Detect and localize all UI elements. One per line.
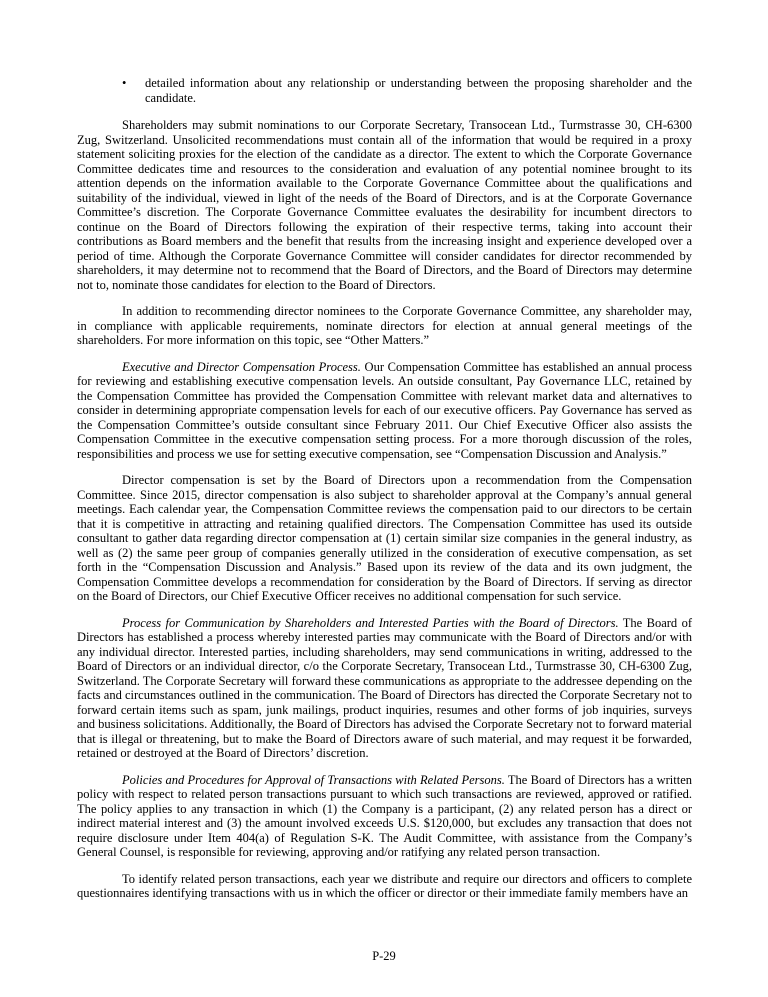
paragraph-text: Director compensation is set by the Board of Directors upon a recommendation from the Compensation Committee. Since 2015, director compensation is also subject to shareholder approval at the Company’s annual general meetings. Each calendar year, the Compensation Committee reviews the compensation paid to our directors to be certain that it is competitive in attracting and retaining qualified directors. The Compensation Committee has used its outside consultant to gather data regarding director compensation at (1) certain similar size companies in the general industry, as well as (2) the same peer group of companies generally utilized in the consideration of executive compensation, as set forth in the “Compensation Discussion and Analysis.” Based upon its review of the data and its own judgment, the Compensation Committee develops a recommendation for consideration by the Board of Directors. If serving as director on the Board of Directors, our Chief Executive Officer receives no additional compensation for such service. <box>77 473 692 603</box>
paragraph-text: The Board of Directors has a written policy with respect to related person transactions pursuant to which such transactions are reviewed, approved or ratified. The policy applies to any transaction in which (1) the Company is a participant, (2) any related person has a direct or indirect material interest and (3) the amount involved exceeds U.S. $120,000, but excludes any transaction that does not require disclosure under Item 404(a) of Regulation S-K. The Audit Committee, with assistance from the Company’s General Counsel, is responsible for reviewing, approving and/or ratifying any related person transaction. <box>77 772 692 859</box>
paragraph-lead-italic: Executive and Director Compensation Process. <box>122 359 361 374</box>
paragraph-shareholder-communication-process <box>77 616 692 761</box>
bullet-text: detailed information about any relationship or understanding between the proposing shareholder and the candidate. <box>145 76 692 105</box>
paragraph-shareholder-nominations <box>77 118 692 292</box>
paragraph-text: To identify related person transactions, each year we distribute and require our directors and officers to complete questionnaires identifying transactions with us in which the officer or director or their immediate family members have an <box>77 871 692 900</box>
paragraph-lead-italic: Process for Communication by Shareholders and Interested Parties with the Board of Directors. <box>122 615 619 630</box>
page-number: P-29 <box>372 949 396 963</box>
document-body <box>77 76 692 901</box>
paragraph-text: Our Compensation Committee has established an annual process for reviewing and establishing executive compensation levels. An outside consultant, Pay Governance LLC, retained by the Compensation Committee has provided the Compensation Committee with relevant market data and alternatives to consider in determining appropriate compensation levels for each of our executive officers. Pay Governance has served as the Compensation Committee’s outside consultant since February 2011. Our Chief Executive Officer also assists the Compensation Committee in the executive compensation setting process. For a more thorough discussion of the roles, responsibilities and process we use for setting executive compensation, see “Compensation Discussion and Analysis.” <box>77 359 692 461</box>
paragraph-identify-related-transactions <box>77 872 692 901</box>
paragraph-director-nominations <box>77 304 692 348</box>
paragraph-related-person-policies <box>77 773 692 860</box>
bullet-list-item <box>77 76 692 105</box>
paragraph-director-compensation <box>77 473 692 604</box>
paragraph-lead-italic: Policies and Procedures for Approval of Transactions with Related Persons. <box>122 772 505 787</box>
paragraph-text: In addition to recommending director nominees to the Corporate Governance Committee, any shareholder may, in compliance with applicable requirements, nominate directors for election at annual general meetings of the shareholders. For more information on this topic, see “Other Matters.” <box>77 304 692 347</box>
paragraph-text: Shareholders may submit nominations to our Corporate Secretary, Transocean Ltd., Turmstrasse 30, CH-6300 Zug, Switzerland. Unsolicited recommendations must contain all of the information that would be required in a proxy statement soliciting proxies for the election of the candidate as a director. The extent to which the Corporate Governance Committee dedicates time and resources to the consideration and evaluation of any potential nominee brought to its attention depends on the information available to the Corporate Governance Committee about the qualifications and suitability of the individual, viewed in light of the needs of the Board of Directors, and is at the Corporate Governance Committee’s discretion. The Corporate Governance Committee evaluates the desirability for incumbent directors to continue on the Board of Directors following the expiration of their respective terms, taking into account their contributions as Board members and the benefit that results from the increasing insight and experience developed over a period of time. Although the Corporate Governance Committee will consider candidates for director recommended by shareholders, it may determine not to recommend that the Board of Directors, and the Board of Directors may determine not to, nominate those candidates for election to the Board of Directors. <box>77 118 692 292</box>
paragraph-executive-compensation-process <box>77 360 692 462</box>
paragraph-text: The Board of Directors has established a process whereby interested parties may communicate with the Board of Directors and/or with any individual director. Interested parties, including shareholders, may send communications in writing, addressed to the Board of Directors or an individual director, c/o the Corporate Secretary, Transocean Ltd., Turmstrasse 30, CH-6300 Zug, Switzerland. The Corporate Secretary will forward these communications as appropriate to the addressee depending on the facts and circumstances outlined in the communication. The Board of Directors has directed the Corporate Secretary not to forward certain items such as spam, junk mailings, product inquiries, resumes and other forms of job inquiries, surveys and business solicitations. Additionally, the Board of Directors has advised the Corporate Secretary not to forward material that is illegal or threatening, but to make the Board of Directors aware of such material, and may request it be forwarded, retained or destroyed at the Board of Directors’ discretion. <box>77 615 693 760</box>
bullet-marker-icon: • <box>122 76 127 90</box>
